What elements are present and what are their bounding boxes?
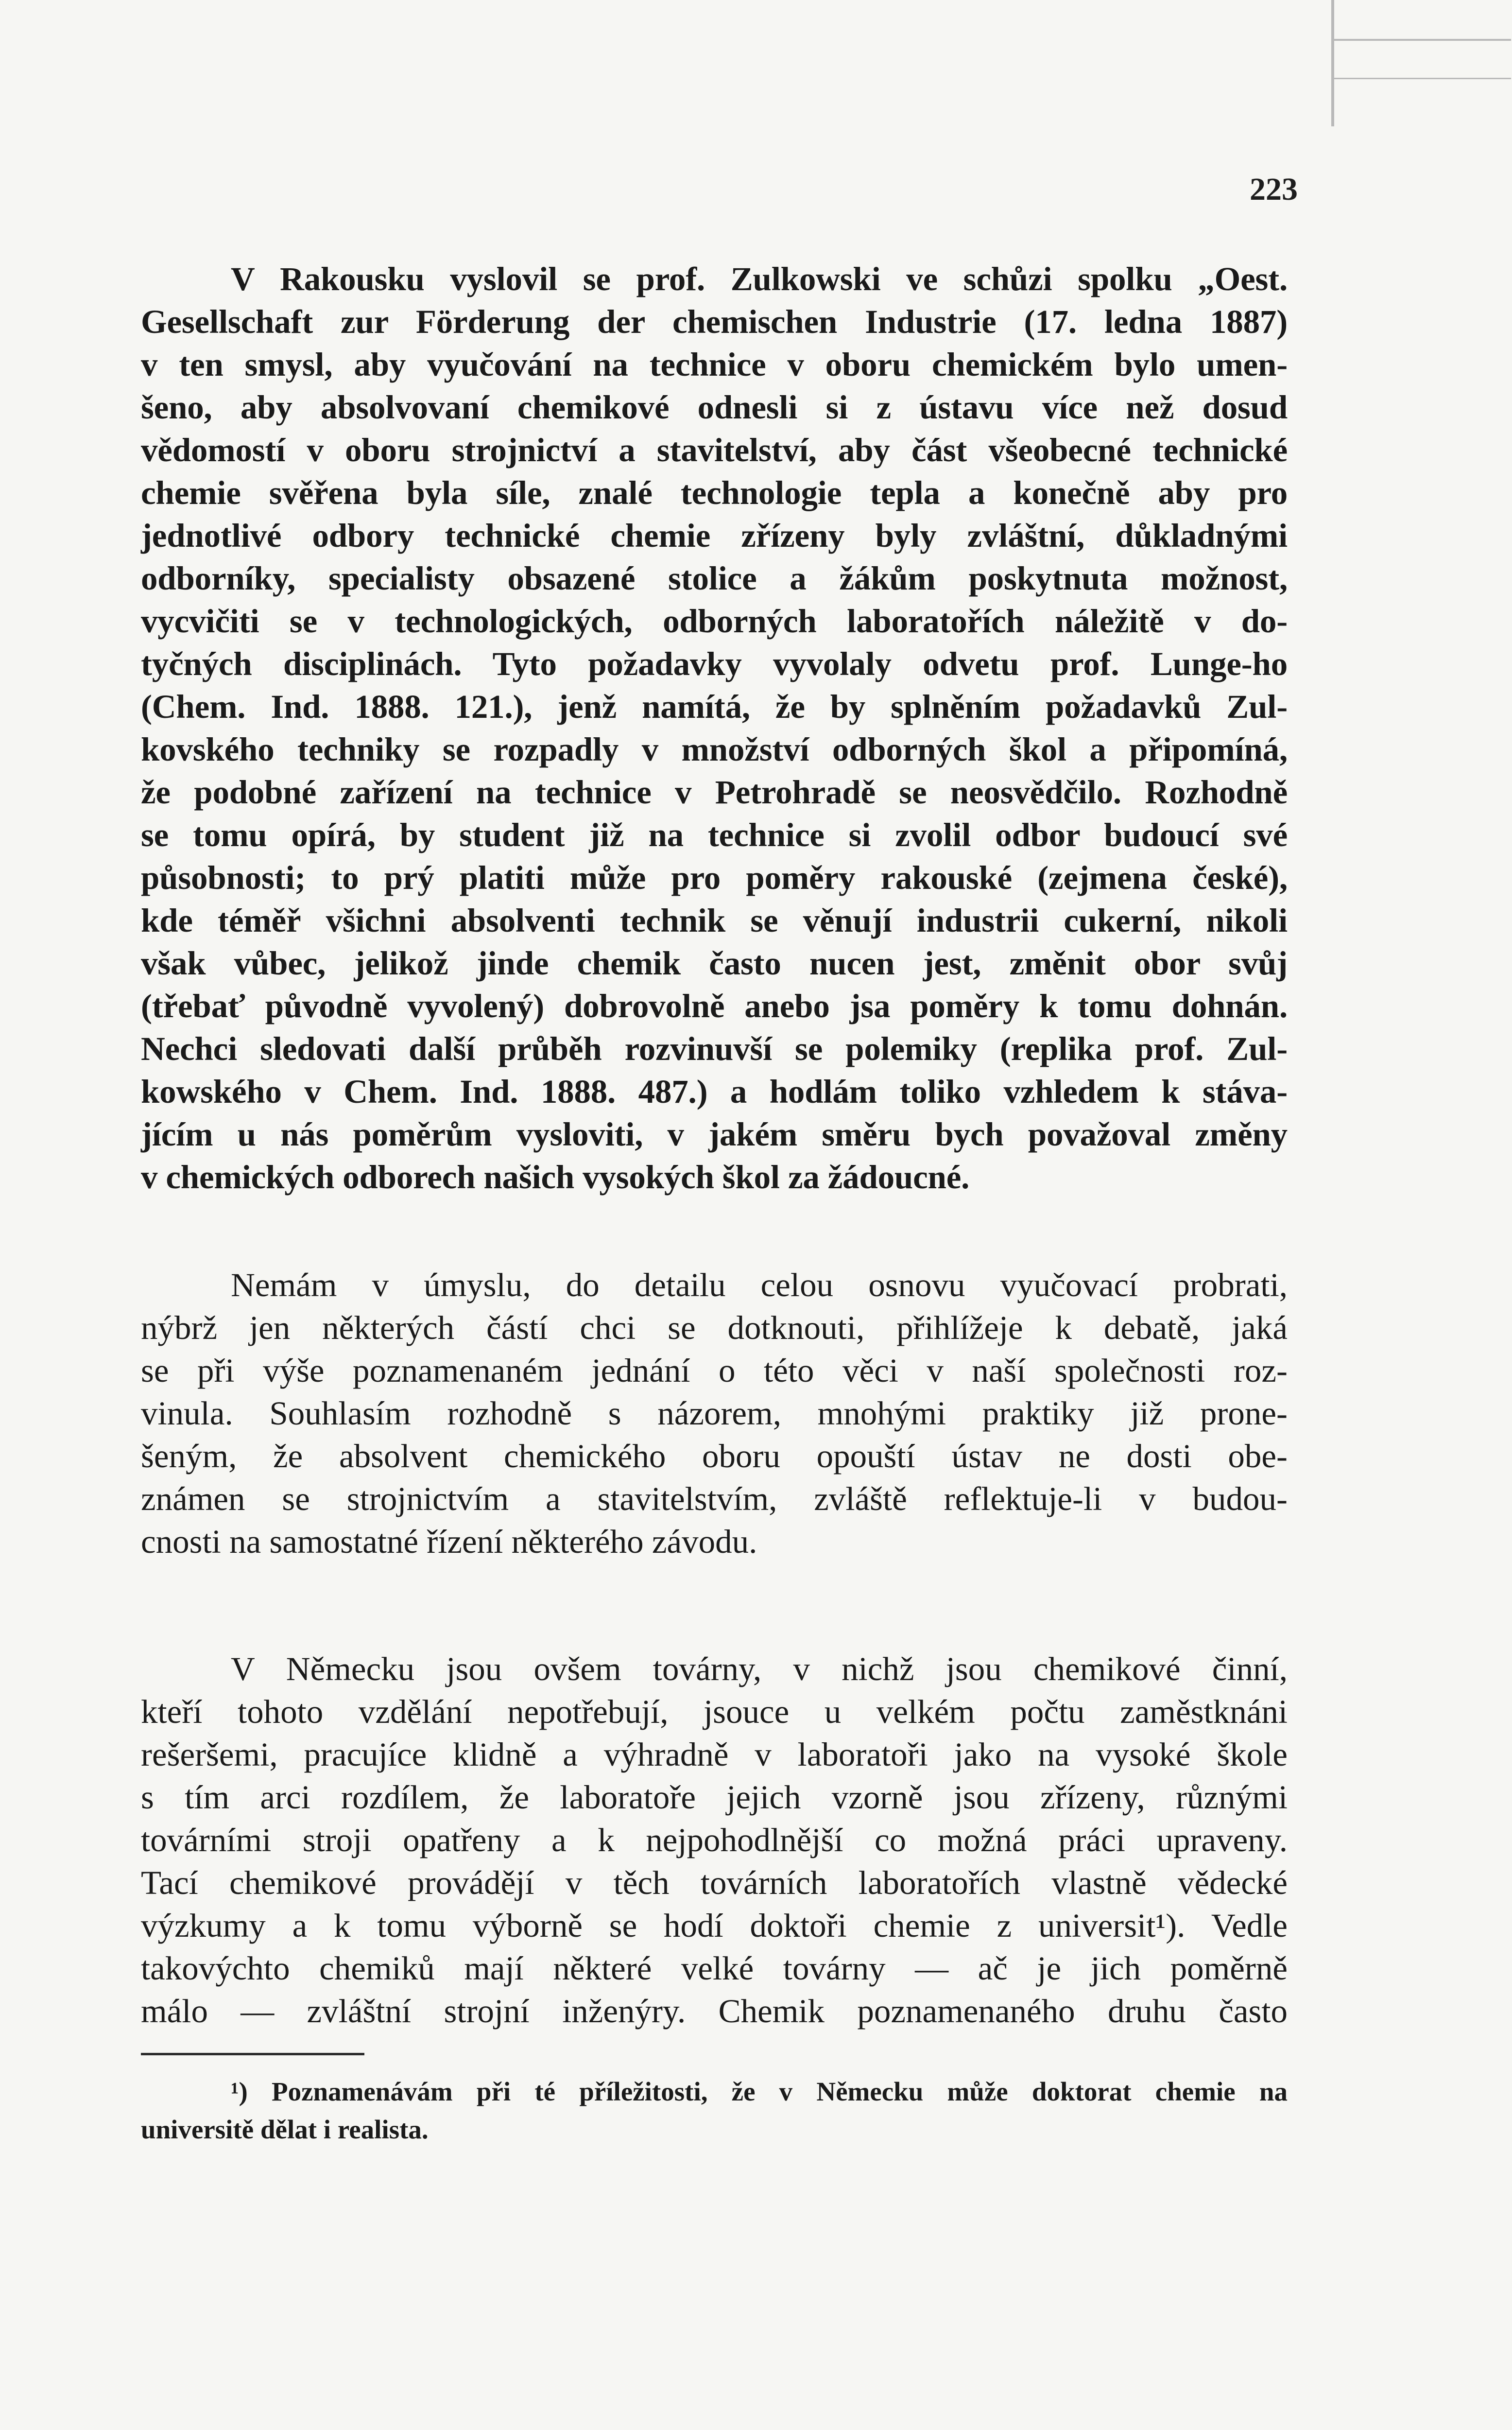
text-line: rešeršemi, pracujíce klidně a výhradně v laboratoři jako na vysoké škole — [141, 1736, 1288, 1773]
text-line: Nemám v úmyslu, do detailu celou osnovu vyučovací probrati, — [231, 1267, 1288, 1303]
text-line: chemie svěřena byla síle, znalé technologie tepla a konečně aby pro — [141, 474, 1288, 511]
text-line: (Chem. Ind. 1888. 121.), jenž namítá, že by splněním požadavků Zul- — [141, 688, 1288, 725]
text-line: tyčných disciplinách. Tyto požadavky vyvolaly odvetu prof. Lunge-ho — [141, 645, 1288, 682]
text-line: málo — zvláštní strojní inženýry. Chemik poznamenaného druhu často — [141, 1993, 1288, 2030]
text-line: se tomu opírá, by student již na technice si zvolil odbor budoucí své — [141, 816, 1288, 853]
text-line: vinula. Souhlasím rozhodně s názorem, mnohými praktiky již prone- — [141, 1395, 1288, 1432]
text-line: takovýchto chemiků mají některé velké továrny — ač je jich poměrně — [141, 1950, 1288, 1987]
text-line: však vůbec, jelikož jinde chemik často nucen jest, změnit obor svůj — [141, 945, 1288, 982]
text-line: šeným, že absolvent chemického oboru opouští ústav ne dosti obe- — [141, 1438, 1288, 1475]
text-line: cnosti na samostatné řízení některého závodu. — [141, 1523, 757, 1560]
text-line: v ten smysl, aby vyučování na technice v oboru chemickém bylo umen- — [141, 346, 1288, 383]
text-line: továrními stroji opatřeny a k nejpohodlnější co možná práci upraveny. — [141, 1822, 1288, 1858]
text-line: kde téměř všichni absolventi technik se věnují industrii cukerní, nikoli — [141, 902, 1288, 939]
text-line: V Německu jsou ovšem továrny, v nichž jsou chemikové činní, — [231, 1650, 1288, 1687]
text-line: působnosti; to prý platiti může pro poměry rakouské (zejmena české), — [141, 859, 1288, 896]
footnote-line: universitě dělat i realista. — [141, 2115, 429, 2144]
text-line: (třebať původně vyvolený) dobrovolně anebo jsa poměry k tomu dohnán. — [141, 988, 1288, 1024]
page-number: 223 — [1250, 172, 1298, 207]
text-line: jednotlivé odbory technické chemie zřízeny byly zvláštní, důkladnými — [141, 517, 1288, 554]
paragraph-1 — [141, 258, 1288, 1198]
text-line: šeno, aby absolvovaní chemikové odnesli si z ústavu více než dosud — [141, 389, 1288, 426]
text-line: známen se strojnictvím a stavitelstvím, zvláště reflektuje-li v budou- — [141, 1480, 1288, 1517]
footnote — [141, 2073, 1288, 2149]
text-line: jícím u nás poměrům vysloviti, v jakém směru bych považoval změny — [141, 1116, 1288, 1153]
text-line: vědomostí v oboru strojnictví a stavitelství, aby část všeobecné technické — [141, 432, 1288, 469]
text-line: kteří tohoto vzdělání nepotřebují, jsouce u velkém počtu zaměstknáni — [141, 1693, 1288, 1730]
paragraph-3 — [141, 1648, 1288, 2032]
text-line: nýbrž jen některých částí chci se dotknouti, přihlížeje k debatě, jaká — [141, 1309, 1288, 1346]
text-line: s tím arci rozdílem, že laboratoře jejich vzorně jsou zřízeny, různými — [141, 1779, 1288, 1816]
text-line: že podobné zařízení na technice v Petrohradě se neosvědčilo. Rozhodně — [141, 774, 1288, 811]
text-line: výzkumy a k tomu výborně se hodí doktoři chemie z universit¹). Vedle — [141, 1907, 1288, 1944]
text-line: odborníky, specialisty obsazené stolice a žákům poskytnuta možnost, — [141, 560, 1288, 597]
text-line: kowského v Chem. Ind. 1888. 487.) a hodlám toliko vzhledem k stáva- — [141, 1073, 1288, 1110]
text-line: kovského techniky se rozpadly v množství odborných škol a připomíná, — [141, 731, 1288, 768]
text-line: Gesellschaft zur Förderung der chemischen Industrie (17. ledna 1887) — [141, 303, 1288, 340]
scan-edge-mark — [1331, 0, 1334, 126]
text-line: vycvičiti se v technologických, odborných laboratořích náležitě v do- — [141, 603, 1288, 640]
text-line: se při výše poznamenaném jednání o této věci v naší společnosti roz- — [141, 1352, 1288, 1389]
scan-edge-mark — [1331, 78, 1511, 79]
scan-edge-mark — [1331, 39, 1511, 41]
footnote-line: ¹) Poznamenávám při té příležitosti, že v Německu může doktorat chemie na — [231, 2077, 1288, 2106]
paragraph-2 — [141, 1264, 1288, 1563]
text-line: Tací chemikové provádějí v těch továrních laboratořích vlastně vědecké — [141, 1864, 1288, 1901]
text-line: V Rakousku vyslovil se prof. Zulkowski ve schůzi spolku „Oest. — [231, 260, 1288, 297]
text-line: v chemických odborech našich vysokých škol za žádoucné. — [141, 1159, 970, 1196]
text-line: Nechci sledovati další průběh rozvinuvší se polemiky (replika prof. Zul- — [141, 1030, 1288, 1067]
footnote-divider — [141, 2053, 364, 2055]
